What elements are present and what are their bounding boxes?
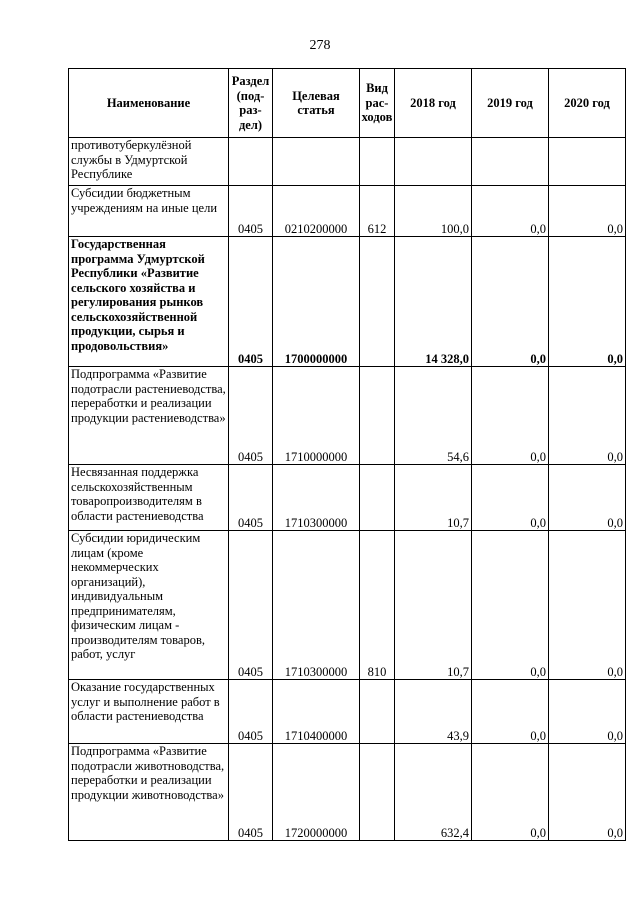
row-2018: 10,7 (395, 531, 472, 680)
row-section: 0405 (229, 186, 273, 237)
header-target: Целевая статья (273, 69, 360, 138)
table-row (69, 680, 626, 744)
row-2018: 100,0 (395, 186, 472, 237)
row-target: 1720000000 (273, 744, 360, 841)
row-2019: 0,0 (472, 531, 549, 680)
header-section: Раздел (под-раз-дел) (229, 69, 273, 138)
row-target: 1710000000 (273, 367, 360, 465)
row-2020 (549, 138, 626, 186)
row-2019: 0,0 (472, 744, 549, 841)
page-number: 278 (309, 38, 331, 53)
row-2020: 0,0 (549, 531, 626, 680)
header-2018: 2018 год (395, 69, 472, 138)
row-kind (360, 680, 395, 744)
row-target: 1710400000 (273, 680, 360, 744)
row-2020: 0,0 (549, 237, 626, 367)
row-2020: 0,0 (549, 465, 626, 531)
row-name: Субсидии юридическим лицам (кроме некоммерческих организаций), индивидуальным предпринимателям, физическим лицам - производителям товаров, работ, услуг (69, 531, 229, 680)
row-kind: 612 (360, 186, 395, 237)
row-target: 1700000000 (273, 237, 360, 367)
row-section (229, 138, 273, 186)
row-2018: 14 328,0 (395, 237, 472, 367)
row-section: 0405 (229, 744, 273, 841)
row-2018: 43,9 (395, 680, 472, 744)
row-2019: 0,0 (472, 237, 549, 367)
table-row (69, 138, 626, 186)
row-2019: 0,0 (472, 367, 549, 465)
row-2020: 0,0 (549, 680, 626, 744)
row-name: Несвязанная поддержка сельскохозяйственным товаропроизводителям в области растениеводства (69, 465, 229, 531)
header-row (69, 69, 626, 138)
table-row (69, 531, 626, 680)
row-2020: 0,0 (549, 744, 626, 841)
row-2018: 10,7 (395, 465, 472, 531)
row-kind (360, 367, 395, 465)
row-target: 1710300000 (273, 465, 360, 531)
row-kind (360, 744, 395, 841)
row-name: Государственная программа Удмуртской Республики «Развитие сельского хозяйства и регулирования рынков сельскохозяйственной продукции, сырья и продовольствия» (69, 237, 229, 367)
row-section: 0405 (229, 465, 273, 531)
row-target (273, 138, 360, 186)
row-name: противотуберкулёзной службы в Удмуртской Республике (69, 138, 229, 186)
table-row (69, 367, 626, 465)
row-2020: 0,0 (549, 186, 626, 237)
row-section: 0405 (229, 237, 273, 367)
header-name: Наименование (69, 69, 229, 138)
row-section: 0405 (229, 680, 273, 744)
row-2019: 0,0 (472, 186, 549, 237)
row-2019: 0,0 (472, 680, 549, 744)
row-name: Подпрограмма «Развитие подотрасли растениеводства, переработки и реализации продукции растениеводства» (69, 367, 229, 465)
row-section: 0405 (229, 531, 273, 680)
row-section: 0405 (229, 367, 273, 465)
row-target: 0210200000 (273, 186, 360, 237)
row-name: Субсидии бюджетным учреждениям на иные цели (69, 186, 229, 237)
table-row (69, 465, 626, 531)
row-2019: 0,0 (472, 465, 549, 531)
table-row (69, 186, 626, 237)
row-kind (360, 237, 395, 367)
row-kind: 810 (360, 531, 395, 680)
row-2018: 54,6 (395, 367, 472, 465)
row-target: 1710300000 (273, 531, 360, 680)
table-row-program (69, 237, 626, 367)
row-2018 (395, 138, 472, 186)
header-2020: 2020 год (549, 69, 626, 138)
row-name: Оказание государственных услуг и выполнение работ в области растениеводства (69, 680, 229, 744)
row-2019 (472, 138, 549, 186)
row-kind (360, 465, 395, 531)
row-2020: 0,0 (549, 367, 626, 465)
header-kind: Вид рас-ходов (360, 69, 395, 138)
row-kind (360, 138, 395, 186)
budget-table (68, 68, 626, 841)
table-row (69, 744, 626, 841)
row-2018: 632,4 (395, 744, 472, 841)
row-name: Подпрограмма «Развитие подотрасли животноводства, переработки и реализации продукции животноводства» (69, 744, 229, 841)
header-2019: 2019 год (472, 69, 549, 138)
